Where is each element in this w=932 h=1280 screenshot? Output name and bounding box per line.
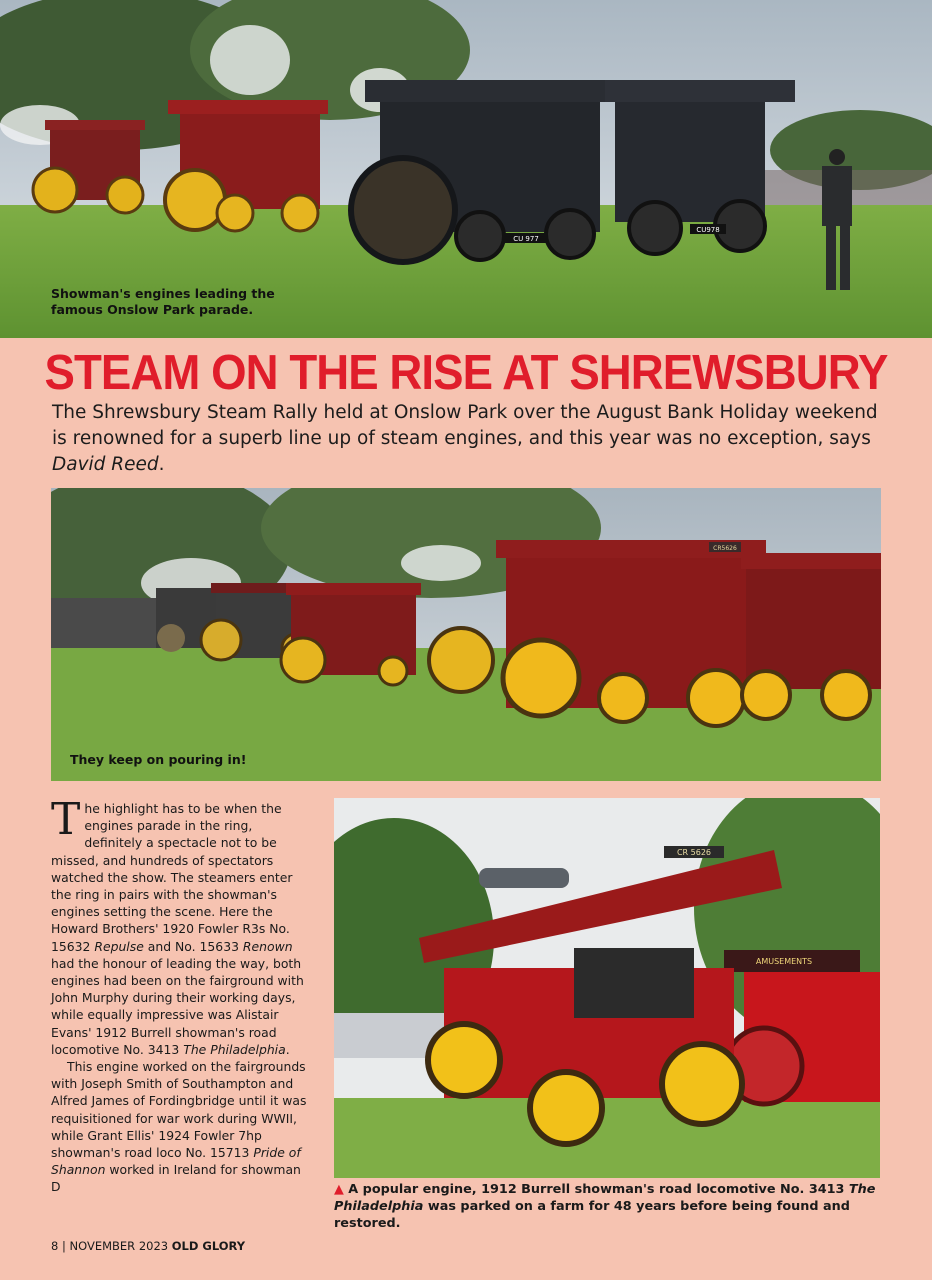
p2-pride: Pride of Shannon (51, 1145, 301, 1178)
footer-separator: | (61, 1239, 66, 1253)
rear-sign: AMUSEMENTS (755, 957, 813, 966)
paragraph-2 (51, 1058, 313, 1196)
photo3-caption-b: was parked on a farm for 48 years before being found and restored. (334, 1199, 850, 1231)
photo3-caption (334, 1181, 894, 1232)
issue-date: NOVEMBER 2023 (69, 1239, 169, 1253)
parade-photo (51, 488, 881, 781)
p1-renown: Renown (242, 938, 293, 954)
article-body (51, 794, 313, 1196)
page-number: 8 (51, 1239, 59, 1253)
standfirst (52, 400, 892, 478)
photo2-board: CR5626 (713, 545, 737, 552)
p2-text-b: worked in Ireland for showman D (51, 1162, 301, 1195)
p1-text-d: . (285, 1041, 290, 1057)
photo2-caption: They keep on pouring in! (70, 752, 247, 767)
standfirst-author: David Reed (52, 454, 159, 475)
p2-text-a: This engine worked on the fairgrounds with Joseph Smith of Southampton and Alfred James of Fordingbridge until it was requisitioned for war work during WWII, while Grant Ellis' 1924 Fowler 7hp showman's road loco No. 15713 (51, 1059, 307, 1161)
paragraph-1 (51, 794, 313, 1058)
rear-engine (724, 950, 880, 1104)
photo3-caption-name: The Philadelphia (334, 1182, 876, 1214)
drop-cap: T (51, 794, 81, 845)
standfirst-text: The Shrewsbury Steam Rally held at Onslow Park over the August Bank Holiday weekend is renowned for a superb line up of steam engines, and this year was no exception, says (52, 402, 878, 449)
engine-black-left (351, 80, 615, 262)
p1-text-b: and No. 15633 (143, 938, 243, 954)
photo3-caption-a: A popular engine, 1912 Burrell showman's road locomotive No. 3413 (348, 1182, 849, 1197)
engine-mid (281, 583, 421, 685)
hero-plate-left: CU 977 (513, 235, 539, 243)
p1-repulse: Repulse (94, 938, 144, 954)
engine-red-gold (165, 100, 328, 231)
p1-text-a: he highlight has to be when the engines parade in the ring, definitely a spectacle not to be missed, and hundreds of spectators watched the show. The steamers enter the ring in pairs with the showman's engines setting the scene. Here the Howard Brothers' 1920 Fowler R3s No. 15632 (51, 801, 293, 954)
headline: STEAM ON THE RISE AT SHREWSBURY (44, 346, 888, 400)
roof-plate: CR 5626 (676, 848, 712, 857)
page-footer (51, 1239, 245, 1253)
publication-name: OLD GLORY (171, 1239, 246, 1253)
standfirst-end: . (158, 454, 165, 475)
p1-text-c: had the honour of leading the way, both engines had been on the fairground with John Murphy during their working days, while equally impressive was Alistair Evans' 1912 Burrell showman's road locomotive No. 3413 (51, 955, 304, 1057)
p1-philadelphia: The Philadelphia (183, 1041, 286, 1057)
philadelphia-photo (334, 798, 880, 1178)
hero-plate-right: CU978 (696, 226, 720, 234)
hero-caption: Showman's engines leading the famous Onslow Park parade. (51, 286, 275, 317)
caption-triangle-icon: ▲ (334, 1182, 349, 1197)
